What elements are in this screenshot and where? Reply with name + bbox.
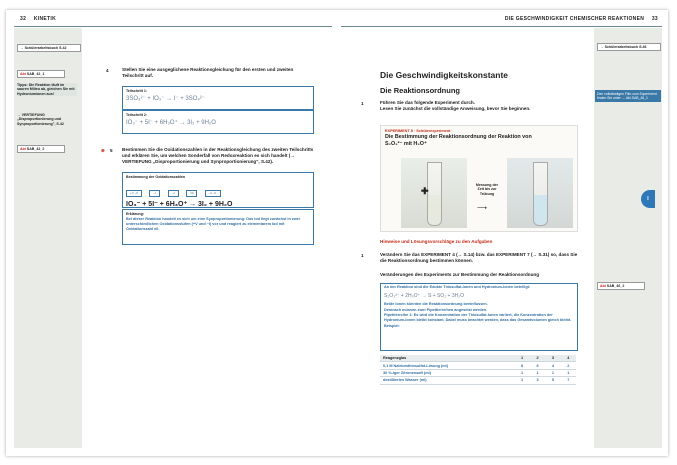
left-header-rule (14, 26, 332, 27)
explanation-box (122, 209, 314, 245)
task-1-number: 1 (361, 101, 364, 106)
right-running-head (505, 16, 658, 25)
tip-note: Tipps: Die Reaktion läuft im sauren Milieu ab, gleichen Sie mit Hydroniumionen aus! (17, 83, 77, 96)
cell: 4 (545, 362, 560, 369)
test-tube-clear (427, 162, 442, 226)
answer-line: An der Reaktion sind die Edukte Thiosulfat-Ionen und Hydronium-Ionen beteiligt: (384, 285, 531, 289)
oxidation-equation: IO₃⁻ + 5I⁻ + 6H₃O⁺ → 3I₂ + 9H₂O (126, 201, 233, 208)
task-2-text: Verändern Sie das EXPERIMENT 4 (→ S.14) bzw. das EXPERIMENT 7 (→ S.31) so, dass Sie die Reaktionsordnung bestimmen können. (380, 252, 578, 263)
question-5-marker: ⊕ (101, 148, 105, 153)
step-1-equation: 3SO₃²⁻ + IO₃⁻ → I⁻ + 3SO₄²⁻ (126, 96, 206, 102)
cell: 1 (561, 369, 576, 376)
question-4-text: Stellen Sie eine ausgeglichene Reaktionsgleichung für den ersten und zweiten Teilschritt auf. (122, 67, 294, 78)
deepening-reference[interactable]: → VERTIEFUNG „Disproportionierung und Synproportionierung", S.42 (17, 113, 64, 126)
photo-before (401, 158, 467, 228)
cell: 1 (530, 369, 545, 376)
table-row (380, 377, 576, 384)
left-running-title: KINETIK (33, 16, 56, 22)
pipetting-table (380, 355, 576, 385)
ox-number: −I (149, 190, 160, 197)
photo-after (507, 158, 573, 228)
right-page-number: 33 (651, 16, 658, 22)
question-5-number: 5 (110, 148, 113, 153)
row-label: destilliertes Wasser (ml) (380, 377, 514, 384)
experiment-heading: Die Bestimmung der Reaktionsordnung der Reaktion von S₂O₃²⁻ mit H₃O⁺ (385, 134, 532, 147)
row-label: 30 %-iger Zitronensaft (ml) (380, 369, 514, 376)
left-running-head (20, 16, 56, 25)
answer-line: Pipettierreihe 1: Es wird die Konzentration der Thiosulfat-Ionen variiert, die Konzentration der Hydronium-Ionen bleibt konstant. Dabei muss beachtet werden, dass das Gesamtvolumen gleich bleibt. (384, 313, 572, 323)
section-title: Die Geschwindigkeitskonstante (380, 70, 509, 80)
abi-link-2[interactable]: Abi SAB_42_2 (17, 145, 65, 153)
left-page-number: 32 (20, 16, 27, 22)
measurement-caption: Messung der Zeit bis zur Trübung (475, 183, 499, 196)
answer-box (380, 283, 578, 351)
oxidation-number-box (122, 172, 314, 208)
book-spread (6, 10, 668, 456)
hints-heading: Hinweise und Lösungsvorschläge zu den Aufgaben (380, 239, 493, 244)
cross-mark-icon: ✚ (421, 186, 429, 196)
question-4-number: 4 (106, 68, 109, 73)
right-page (337, 10, 668, 456)
ox-number: ±0 (186, 190, 197, 197)
ox-number: +V −II (126, 190, 142, 197)
answer-line: Beispiel: (384, 323, 400, 328)
cell: 6 (530, 362, 545, 369)
table-header: 3 (545, 355, 560, 362)
step-2-equation: IO₃⁻ + 5I⁻ + 6H₃O⁺ → 3I₂ + 9H₂O (126, 120, 216, 126)
chapter-tab[interactable]: I (641, 190, 655, 208)
abi-link-1[interactable]: Abi SAB_42_1 (17, 70, 65, 78)
table-header: Reagenzglas (380, 355, 514, 362)
table-header: 2 (530, 355, 545, 362)
task-1-line-2: Lesen Sie zunächst die vollständige Anweisung, bevor Sie beginnen. (380, 106, 531, 111)
cell: 3 (530, 377, 545, 384)
answer-equation: S₂O₃²⁻ + 2H₃O⁺ → S + SO₂ + 3H₂O (384, 292, 465, 299)
table-row (380, 369, 576, 376)
row-label: 0,1 M Natriumthiosulfat-Lösung (ml) (380, 362, 514, 369)
step-1-label: Teilschritt 1: (126, 89, 148, 93)
table-header: 1 (514, 355, 529, 362)
task-2-number: 1 (361, 253, 364, 258)
workbook-reference[interactable]: → Schülerarbeitsbuch S.42 (17, 44, 81, 52)
ox-number: +I (168, 190, 179, 197)
film-note[interactable]: Den vollständigen Film zum Experiment finden Sie unter → Abi SAB_46_1 (595, 90, 661, 102)
ox-number: +I −II (205, 190, 221, 197)
step-2-label: Teilschritt 2: (126, 113, 148, 117)
cell: 1 (514, 369, 529, 376)
test-tube-turbid (533, 162, 548, 226)
cell: 2 (561, 362, 576, 369)
question-5-text: Bestimmen Sie die Oxidationszahlen in der Reaktionsgleichung des zweiten Teilschritts und erklären Sie, um welchen Sonderfall von Redoxreaktion es sich handelt (→ VERTIEFUNG „Disproportionierung und Synproportionierung", S.42). (122, 147, 314, 164)
left-page (6, 10, 337, 456)
task-2-subheading: Veränderungen des Experiments zur Bestimmung der Reaktionsordnung (380, 272, 540, 277)
abi-link-right[interactable]: Abi SAB_46_2 (597, 282, 645, 290)
answer-line: Demnach müssen zwei Pipettierreihen angesetzt werden. (384, 307, 488, 312)
task-1-line-1: Führen Sie das folgende Experiment durch. (380, 100, 475, 105)
experiment-box (380, 125, 578, 232)
arrow-right-icon: ⟶ (477, 205, 488, 212)
section-subtitle: Die Reaktionsordnung (380, 86, 461, 95)
workbook-reference-right[interactable]: → Schülerarbeitsbuch S.46 (597, 43, 661, 51)
abi-logo: Abi (20, 72, 26, 76)
answer-step-1 (122, 86, 314, 110)
oxidation-number-row (123, 179, 313, 199)
abi-logo: Abi (600, 284, 606, 288)
table-header-row (380, 355, 576, 362)
answer-line: Beide Ionen könnten die Reaktionsordnung beeinflussen. (384, 301, 488, 306)
answer-step-2 (122, 110, 314, 134)
experiment-tag: EXPERIMENT 8 · Schülerexperiment (385, 129, 451, 133)
cell: 1 (545, 369, 560, 376)
cell: 1 (514, 377, 529, 384)
table-row (380, 362, 576, 369)
cell: 5 (545, 377, 560, 384)
explanation-text: Bei dieser Reaktion handelt es sich um eine Synproportionierung: Das Iod liegt zunächst in zwei unterschiedlichen Oxidationsstufen (+V und −I) vor und reagiert zu elementarem Iod mit Oxidationszahl ±0. (126, 217, 300, 231)
abi-logo: Abi (20, 147, 26, 151)
table-header: 4 (561, 355, 576, 362)
cell: 8 (514, 362, 529, 369)
cell: 7 (561, 377, 576, 384)
explanation-label: Erklärung: (126, 212, 144, 216)
oxidation-box-label: Bestimmung der Oxidationszahlen (126, 175, 186, 179)
right-header-rule (341, 26, 662, 27)
right-running-title: DIE GESCHWINDIGKEIT CHEMISCHER REAKTIONEN (504, 16, 645, 22)
